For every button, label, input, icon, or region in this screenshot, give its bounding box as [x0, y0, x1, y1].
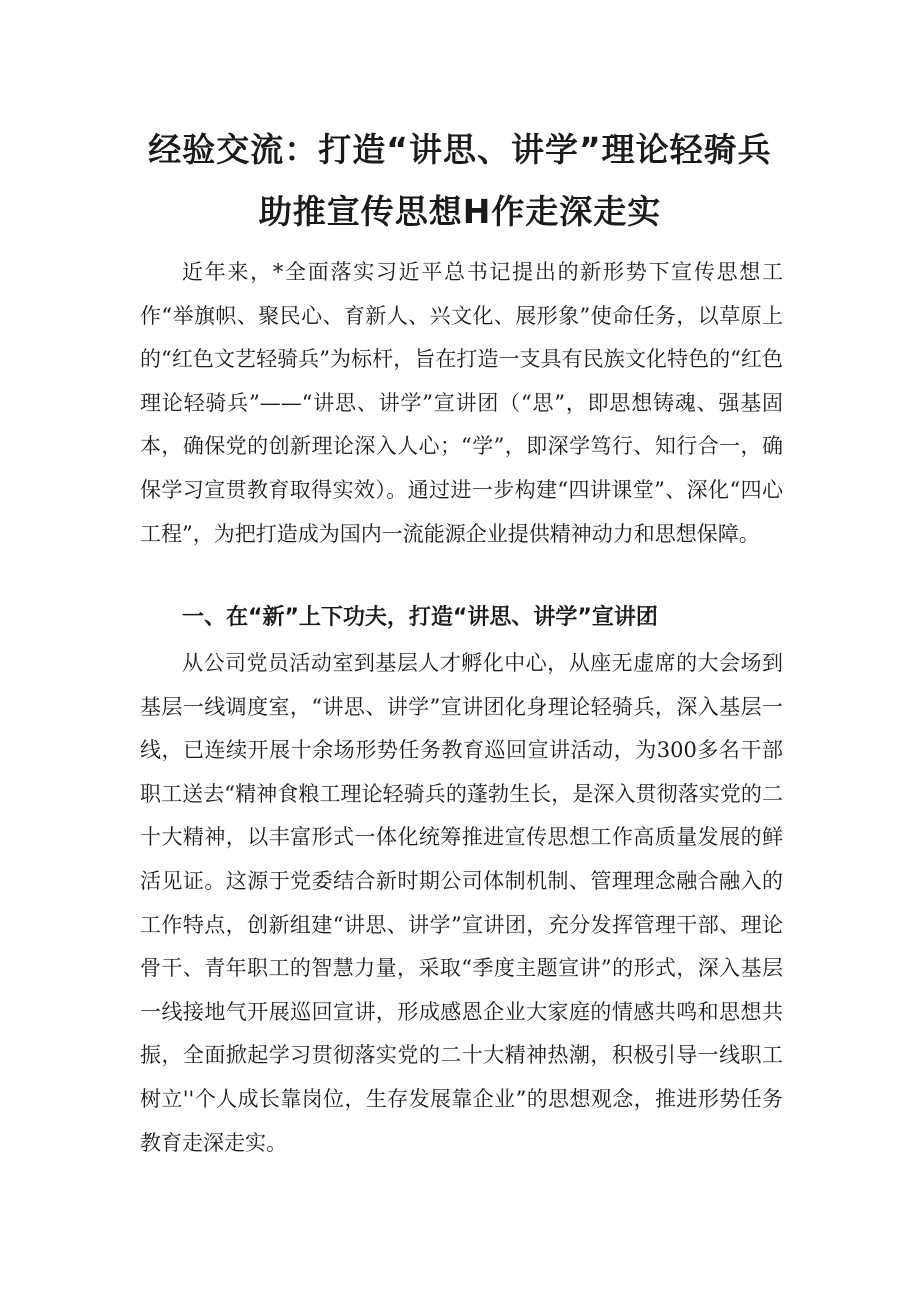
section-1-heading: 一、在“新”上下功夫，打造“讲思、讲学”宣讲团	[182, 605, 658, 630]
document-title-line-1: 经验交流：打造“讲思、讲学”理论轻骑兵	[148, 130, 772, 169]
intro-paragraph: 近年来，*全面落实习近平总书记提出的新形势下宣传思想工作“举旗帜、聚民心、育新人、兴文化、展形象”使命任务，以草原上的“红色文艺轻骑兵”为标杆，旨在打造一支具有民族文化特色的“红色理论轻骑兵”——“讲思、讲学”宣讲团（“思”，即思想铸魂、强基固本，确保党的创新理论深入人心；“学”，即深学笃行、知行合一，确保学习宣贯教育取得实效）。通过进一步构建“四讲课堂”、深化“四心工程”，为把打造成为国内一流能源企业提供精神动力和思想保障。	[140, 260, 783, 546]
document-title-line-2: 助推宣传思想H作走深走实	[258, 192, 662, 231]
section-1-paragraph: 从公司党员活动室到基层人才孵化中心，从座无虚席的大会场到基层一线调度室，“讲思、讲学”宣讲团化身理论轻骑兵，深入基层一线，已连续开展十余场形势任务教育巡回宣讲活动，为300多名干部职工送去“精神食粮工理论轻骑兵的蓬勃生长，是深入贯彻落实党的二十大精神，以丰富形式一体化统筹推进宣传思想工作高质量发展的鲜活见证。这源于党委结合新时期公司体制机制、管理理念融合融入的工作特点，创新组建“讲思、讲学”宣讲团，充分发挥管理干部、理论骨干、青年职工的智慧力量，采取“季度主题宣讲”的形式，深入基层一线接地气开展巡回宣讲，形成感恩企业大家庭的情感共鸣和思想共振，全面掀起学习贯彻落实党的二十大精神热潮，积极引导一线职工树立''个人成长靠岗位，生存发展靠企业”的思想观念，推进形势任务教育走深走实。	[140, 651, 783, 1155]
